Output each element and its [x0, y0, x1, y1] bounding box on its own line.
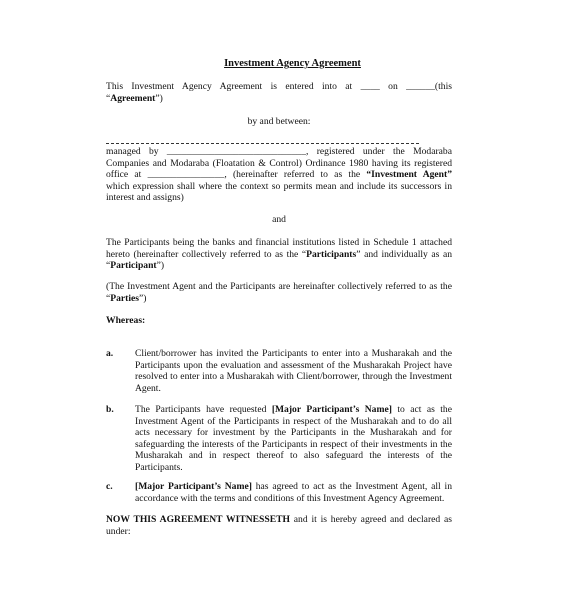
- major-participant-name: [Major Participant’s Name]: [271, 404, 392, 415]
- agent-line-6: interest and assigns): [106, 192, 184, 204]
- parties-line-1: (The Investment Agent and the Participants are hereinafter collectively referred to as the: [106, 281, 452, 292]
- agent-line-5: which expression shall where the context so permits mean and include its successors in: [106, 180, 452, 192]
- major-participant-name: [Major Participant’s Name]: [135, 481, 252, 492]
- intro-paragraph: [106, 81, 452, 104]
- participants-line-1: The Participants being the banks and financial institutions listed in Schedule 1 attached: [106, 237, 452, 248]
- recital-text: Client/borrower has invited the Participants to enter into a Musharakah and the Participants upon the evaluation and assessment of the Musharakah Project have resolved to enter into a Musharakah with Client/borrower, through the Investment Agent.: [135, 348, 452, 394]
- witnesseth-paragraph: NOW THIS AGREEMENT WITNESSETH and it is hereby agreed and declared as under:: [106, 514, 452, 537]
- participants-paragraph: [106, 237, 452, 272]
- agreement-term: Agreement: [110, 92, 156, 104]
- agent-line-3: Companies and Modaraba (Floatation & Control) Ordinance 1980 having its registered: [106, 157, 452, 169]
- participants-line-2: hereto (hereinafter collectively referred to as the “Participants” and individually as an: [106, 248, 452, 260]
- intro-line-2: “Agreement”): [106, 92, 163, 104]
- recital-item-c: [106, 481, 452, 504]
- document-title: Investment Agency Agreement: [224, 58, 361, 69]
- intro-line-1: This Investment Agency Agreement is entered into at ____ on ______(this: [106, 81, 452, 92]
- whereas-heading: Whereas:: [106, 315, 146, 326]
- recital-marker: a.: [106, 348, 114, 359]
- recital-marker: b.: [106, 404, 114, 415]
- participants-term: Participants: [306, 248, 357, 260]
- participants-line-3: “Participant”): [106, 260, 165, 272]
- name-blank-rule: [106, 143, 419, 144]
- parties-term: Parties: [110, 292, 140, 304]
- witnesseth-term: NOW THIS AGREEMENT WITNESSETH: [106, 514, 290, 525]
- agent-line-4: office at ________________, (hereinafter referred to as the “Investment Agent”: [106, 169, 452, 181]
- recital-item-b: [106, 404, 452, 474]
- by-and-between: by and between:: [247, 116, 311, 127]
- recital-text: The Participants have requested [Major Participant’s Name] to act as the Investment Agent of the Participants in respect of the Musharakah and to do all acts necessary for investment by the Participants in the Musharakah and for safeguarding the interests of the Participants in respect of their investments in the Musharakah and in respect thereof to also safeguard the interests of the Participants.: [135, 404, 452, 473]
- investment-agent-paragraph: [106, 146, 452, 204]
- participant-term: Participant: [110, 260, 157, 272]
- and-separator: and: [272, 214, 286, 225]
- recital-text: [Major Participant’s Name] has agreed to act as the Investment Agent, all in accordance with the terms and conditions of this Investment Agency Agreement.: [135, 481, 452, 504]
- recital-item-a: [106, 348, 452, 394]
- parties-paragraph: [106, 281, 452, 304]
- parties-line-2: “Parties”): [106, 292, 147, 304]
- agent-line-2: managed by _____________________________, registered under the Modaraba: [106, 146, 452, 157]
- investment-agent-term: “Investment Agent”: [366, 169, 452, 181]
- recital-marker: c.: [106, 481, 113, 492]
